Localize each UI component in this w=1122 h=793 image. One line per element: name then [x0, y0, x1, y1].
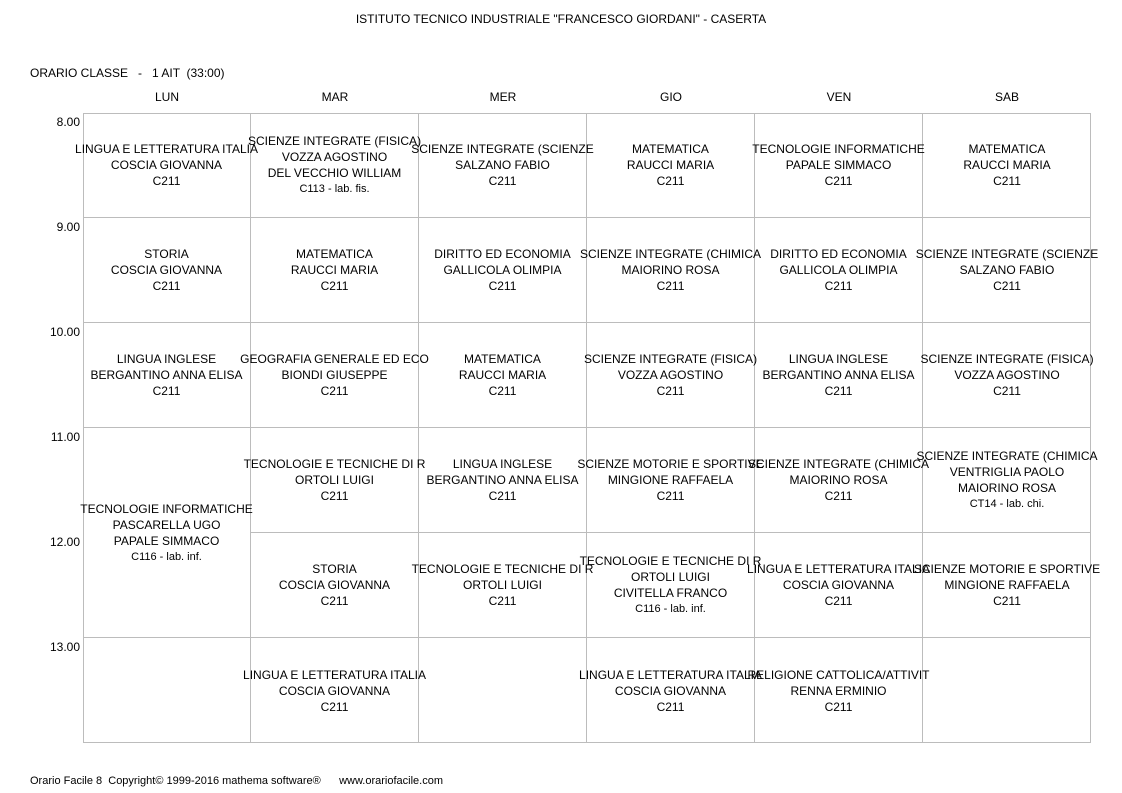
timetable-grid [75, 113, 1101, 743]
lesson-subject: DIRITTO ED ECONOMIA [434, 247, 571, 261]
lesson-room: C116 - lab. inf. [635, 603, 706, 615]
time-label: 13.00 [49, 640, 80, 654]
lesson-subject: SCIENZE INTEGRATE (CHIMICA [747, 457, 930, 471]
lesson-teacher: BERGANTINO ANNA ELISA [762, 368, 915, 382]
time-label: 9.00 [56, 220, 80, 234]
lesson-cell [920, 323, 1094, 428]
lesson-room: C211 [993, 594, 1021, 608]
lesson-cell [419, 428, 587, 533]
lesson-cell [755, 218, 923, 323]
lesson-subject: MATEMATICA [296, 247, 373, 261]
lesson-cell [83, 323, 251, 428]
lesson-teacher: PAPALE SIMMACO [785, 158, 892, 172]
lesson-cell [747, 638, 930, 743]
lesson-subject: TECNOLOGIE E TECNICHE DI R [243, 457, 426, 471]
lesson-room: C116 - lab. inf. [131, 550, 202, 563]
lesson-room: C211 [152, 174, 181, 188]
lesson-teacher: COSCIA GIOVANNA [278, 683, 391, 698]
lesson-teacher: BIONDI GIUSEPPE [281, 368, 388, 382]
lesson-subject: LINGUA E LETTERATURA ITALIA [75, 142, 258, 156]
time-label: 8.00 [56, 115, 80, 129]
lesson-cell [419, 323, 587, 428]
time-label: 12.00 [49, 535, 80, 549]
lesson-room: C211 [993, 279, 1021, 293]
lesson-teacher: SALZANO FABIO [455, 158, 550, 172]
lesson-room: C211 [488, 594, 517, 608]
day-header: SAB [994, 90, 1019, 104]
lesson-teacher: MAIORINO ROSA [957, 481, 1056, 495]
lesson-room: C211 [656, 699, 685, 714]
lesson-room: CT14 - lab. chi. [969, 498, 1045, 510]
lesson-teacher: DEL VECCHIO WILLIAM [267, 166, 402, 180]
lesson-cell [419, 638, 587, 743]
lesson-cell [251, 218, 419, 323]
lesson-teacher: PASCARELLA UGO [112, 517, 221, 532]
lesson-cell [83, 218, 251, 323]
lesson-cell [83, 638, 251, 743]
lesson-subject: LINGUA E LETTERATURA ITALIA [243, 667, 426, 682]
lesson-cell [419, 218, 587, 323]
lesson-room: C211 [656, 279, 685, 293]
lesson-subject: TECNOLOGIE INFORMATICHE [80, 501, 253, 516]
lesson-room: C211 [656, 174, 685, 188]
day-header: GIO [659, 90, 682, 104]
lesson-subject: SCIENZE INTEGRATE (CHIMICA [916, 449, 1098, 463]
lesson-room: C211 [656, 384, 685, 398]
lesson-cell [240, 323, 429, 428]
lesson-teacher: BERGANTINO ANNA ELISA [90, 368, 243, 382]
lesson-subject: LINGUA E LETTERATURA ITALIA [579, 667, 762, 682]
lesson-teacher: COSCIA GIOVANNA [782, 578, 895, 592]
lesson-subject: LINGUA INGLESE [452, 457, 553, 471]
lesson-room: C211 [824, 489, 853, 503]
lesson-cell [243, 638, 426, 743]
lesson-room: C211 [320, 279, 349, 293]
lesson-teacher: MAIORINO ROSA [621, 263, 720, 277]
lesson-teacher: RENNA ERMINIO [790, 683, 887, 698]
lesson-teacher: VOZZA AGOSTINO [954, 368, 1060, 382]
lesson-subject: MATEMATICA [632, 142, 709, 156]
class-subtitle: ORARIO CLASSE - 1 AIT (33:00) [30, 66, 225, 80]
footer-copyright: Orario Facile 8 Copyright© 1999-2016 mathema software® www.orariofacile.com [30, 775, 443, 787]
lesson-subject: TECNOLOGIE E TECNICHE DI R [411, 562, 594, 576]
lesson-cell [579, 638, 762, 743]
lesson-teacher: CIVITELLA FRANCO [613, 586, 728, 600]
lesson-cell [915, 218, 1099, 323]
lesson-subject: TECNOLOGIE INFORMATICHE [752, 142, 925, 156]
lesson-cell [80, 428, 253, 638]
lesson-room: C211 [488, 489, 517, 503]
lesson-teacher: COSCIA GIOVANNA [110, 263, 223, 277]
lesson-room: C211 [152, 279, 181, 293]
lesson-room: C211 [993, 174, 1021, 188]
lesson-room: C211 [488, 384, 517, 398]
lesson-cell [923, 113, 1091, 218]
lesson-cell [247, 113, 422, 218]
lesson-cell [577, 428, 764, 533]
lesson-cell [251, 533, 419, 638]
day-header: MER [489, 90, 517, 104]
lesson-cell [411, 113, 594, 218]
lesson-teacher: COSCIA GIOVANNA [110, 158, 223, 172]
lesson-teacher: SALZANO FABIO [959, 263, 1055, 277]
lesson-teacher: RAUCCI MARIA [963, 158, 1051, 172]
lesson-subject: SCIENZE INTEGRATE (FISICA) [583, 352, 758, 366]
lesson-subject: RELIGIONE CATTOLICA/ATTIVIT [747, 667, 930, 682]
lesson-room: C211 [320, 489, 349, 503]
lesson-teacher: GALLICOLA OLIMPIA [779, 263, 898, 277]
lesson-teacher: RAUCCI MARIA [290, 263, 379, 277]
lesson-subject: GEOGRAFIA GENERALE ED ECO [240, 352, 429, 366]
day-header: LUN [154, 90, 179, 104]
lesson-subject: LINGUA INGLESE [788, 352, 889, 366]
lesson-room: C211 [824, 384, 853, 398]
time-label: 10.00 [49, 325, 80, 339]
lesson-room: C211 [320, 699, 349, 714]
lesson-cell [755, 323, 923, 428]
lesson-teacher: MINGIONE RAFFAELA [944, 578, 1070, 592]
lesson-teacher: ORTOLI LUIGI [463, 578, 542, 592]
lesson-cell [923, 638, 1091, 743]
lesson-room: C211 [824, 174, 853, 188]
lesson-teacher: RAUCCI MARIA [458, 368, 547, 382]
page-title: ISTITUTO TECNICO INDUSTRIALE "FRANCESCO GIORDANI" - CASERTA [355, 12, 767, 26]
lesson-room: C211 [824, 699, 853, 714]
lesson-cell [747, 533, 930, 638]
lesson-subject: SCIENZE INTEGRATE (FISICA) [920, 352, 1094, 366]
lesson-cell [579, 533, 762, 638]
lesson-teacher: RAUCCI MARIA [626, 158, 715, 172]
lesson-subject: MATEMATICA [464, 352, 541, 366]
lesson-room: C211 [993, 384, 1021, 398]
lesson-room: C211 [488, 279, 517, 293]
lesson-cell [583, 323, 758, 428]
lesson-subject: STORIA [312, 562, 357, 576]
day-header: MAR [321, 90, 349, 104]
lesson-subject: LINGUA INGLESE [116, 352, 217, 366]
lesson-teacher: COSCIA GIOVANNA [278, 578, 391, 592]
lesson-teacher: MINGIONE RAFFAELA [607, 473, 734, 487]
lesson-room: C211 [152, 384, 181, 398]
day-header: VEN [826, 90, 852, 104]
lesson-cell [913, 533, 1101, 638]
lesson-subject: SCIENZE INTEGRATE (CHIMICA [579, 247, 762, 261]
lesson-room: C211 [824, 594, 853, 608]
lesson-cell [587, 113, 755, 218]
lesson-subject: LINGUA E LETTERATURA ITALIA [747, 562, 930, 576]
lesson-room: C211 [320, 384, 349, 398]
lesson-subject: STORIA [144, 247, 189, 261]
lesson-teacher: VENTRIGLIA PAOLO [949, 465, 1065, 479]
lesson-subject: SCIENZE MOTORIE E SPORTIVE [913, 562, 1101, 576]
lesson-cell [916, 428, 1098, 533]
lesson-subject: SCIENZE INTEGRATE (SCIENZE [915, 247, 1099, 261]
lesson-cell [411, 533, 594, 638]
lesson-teacher: VOZZA AGOSTINO [281, 150, 388, 164]
lesson-teacher: VOZZA AGOSTINO [617, 368, 724, 382]
lesson-subject: SCIENZE MOTORIE E SPORTIVE [577, 457, 764, 471]
lesson-cell [747, 428, 930, 533]
lesson-cell [243, 428, 426, 533]
lesson-teacher: MAIORINO ROSA [789, 473, 888, 487]
lesson-subject: MATEMATICA [968, 142, 1046, 156]
lesson-subject: SCIENZE INTEGRATE (SCIENZE [411, 142, 594, 156]
lesson-teacher: COSCIA GIOVANNA [614, 683, 727, 698]
lesson-subject: TECNOLOGIE E TECNICHE DI R [579, 554, 762, 568]
lesson-cell [752, 113, 925, 218]
lesson-teacher: ORTOLI LUIGI [295, 473, 374, 487]
time-label: 11.00 [50, 430, 80, 444]
lesson-cell [579, 218, 762, 323]
lesson-teacher: GALLICOLA OLIMPIA [443, 263, 562, 277]
lesson-subject: SCIENZE INTEGRATE (FISICA) [247, 134, 422, 148]
lesson-subject: DIRITTO ED ECONOMIA [770, 247, 907, 261]
lesson-room: C113 - lab. fis. [299, 183, 370, 195]
lesson-room: C211 [488, 174, 517, 188]
lesson-teacher: PAPALE SIMMACO [113, 533, 220, 548]
lesson-teacher: BERGANTINO ANNA ELISA [426, 473, 579, 487]
lesson-teacher: ORTOLI LUIGI [631, 570, 710, 584]
lesson-room: C211 [656, 489, 685, 503]
lesson-room: C211 [320, 594, 349, 608]
lesson-room: C211 [824, 279, 853, 293]
lesson-cell [75, 113, 258, 218]
